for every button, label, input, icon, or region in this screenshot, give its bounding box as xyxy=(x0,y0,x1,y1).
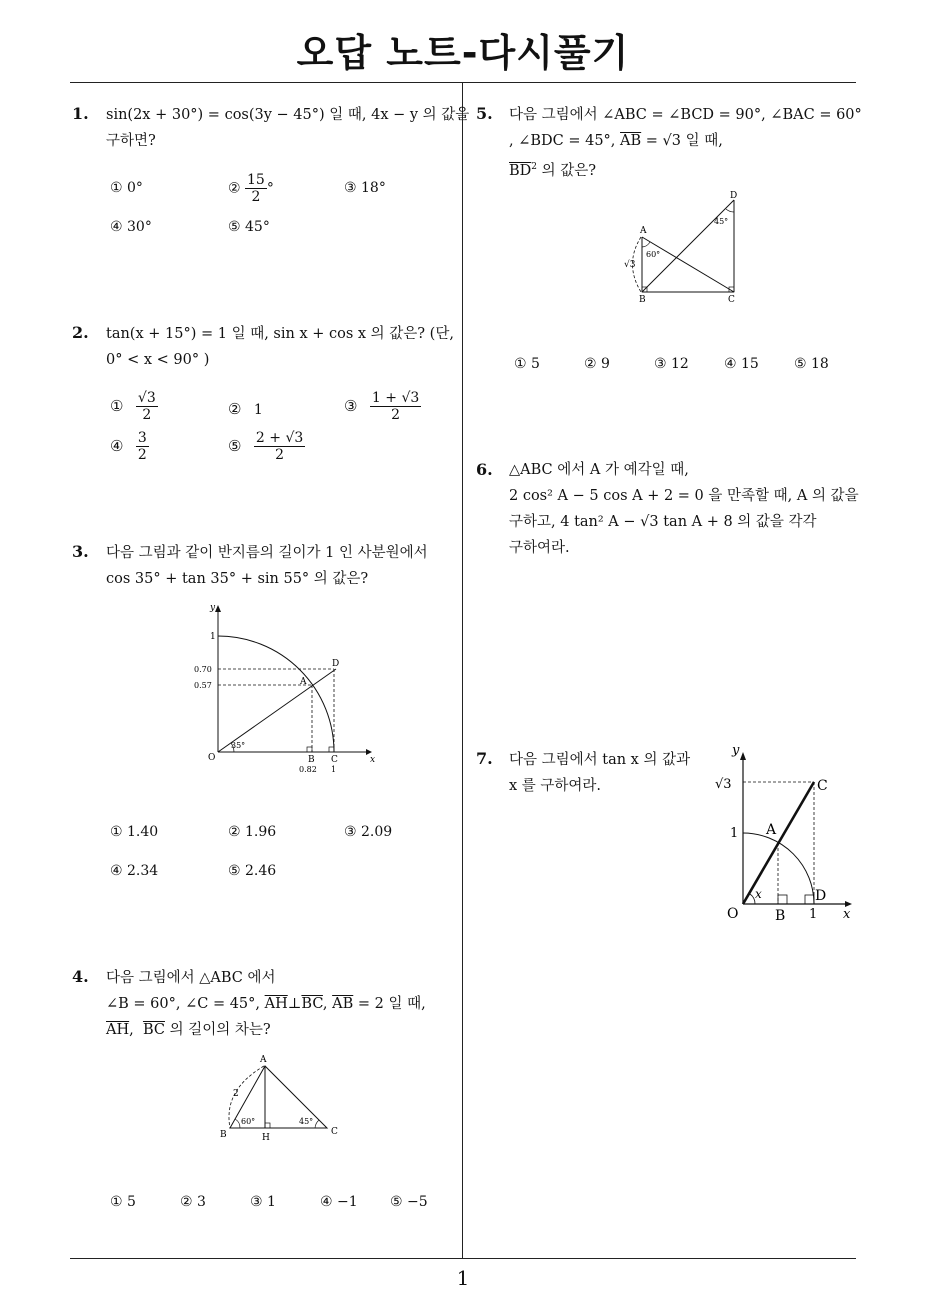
point-c-label: C xyxy=(817,778,828,794)
tick-1-y: 1 xyxy=(210,632,216,642)
question-3-line: cos 35° + tan 35° + sin 55° 의 값은? xyxy=(106,571,369,587)
fraction-denominator: 2 xyxy=(142,407,152,423)
point-d-label: D xyxy=(332,659,340,669)
column-divider xyxy=(462,82,463,1258)
text-run: ∠B = 60°, ∠C = 45°, xyxy=(106,996,265,1012)
option-label: ① xyxy=(110,396,124,415)
question-1-line: 구하면? xyxy=(106,133,156,149)
question-6-line: 구하여라. xyxy=(509,540,570,556)
x-axis-label: x xyxy=(843,907,851,922)
segment-ab: $\overline{AB}$ xyxy=(620,133,642,149)
fraction-denominator: 2 xyxy=(251,189,261,205)
point-d-label: D xyxy=(730,191,738,201)
y-axis-label: y xyxy=(210,603,216,613)
question-2-number: 2. xyxy=(72,323,89,342)
point-a-label: A xyxy=(640,226,647,236)
text-run: = √3 일 때, xyxy=(641,133,723,149)
point-d-label: D xyxy=(815,888,827,904)
question-6-number: 6. xyxy=(476,460,493,479)
q2-option-3-fraction xyxy=(370,390,421,423)
q5-option-2[interactable]: ② 9 xyxy=(584,356,610,372)
q3-option-3[interactable]: ③ 2.09 xyxy=(344,824,393,840)
x-axis-label: x xyxy=(370,755,376,765)
point-c-label: C xyxy=(728,295,735,305)
question-6-line: △ABC 에서 A 가 예각일 때, xyxy=(509,462,689,478)
degree-sign: ° xyxy=(266,180,274,197)
point-c-label: C xyxy=(331,755,338,765)
fraction-numerator: 15 xyxy=(247,172,265,188)
q5-option-3[interactable]: ③ 12 xyxy=(654,356,689,372)
top-rule xyxy=(70,82,856,83)
q2-option-4[interactable] xyxy=(110,430,149,463)
q2-option-3[interactable] xyxy=(344,390,421,423)
q7-figure xyxy=(705,740,855,930)
text-run: = 2 일 때, xyxy=(353,996,426,1012)
question-6-line: 구하고, 4 tan² A − √3 tan A + 8 의 값을 각각 xyxy=(509,514,817,530)
tick-1-x: 1 xyxy=(809,907,818,922)
text-run: 의 값은? xyxy=(537,162,597,179)
point-a-label: A xyxy=(300,677,307,687)
segment-bc: $\overline{BC}$ xyxy=(301,996,323,1012)
question-5-line: 다음 그림에서 ∠ABC = ∠BCD = 90°, ∠BAC = 60° xyxy=(509,107,862,123)
segment-bd: $\overline{BD}$ xyxy=(509,162,532,179)
tick-057: 0.57 xyxy=(194,681,212,690)
question-4-text xyxy=(106,965,426,1043)
tick-082: 0.82 xyxy=(299,765,317,774)
q4-option-2[interactable]: ② 3 xyxy=(180,1194,206,1210)
question-1-line: sin(2x + 30°) = cos(3y − 45°) 일 때, 4x − y 의 값을 xyxy=(106,107,470,123)
q2-option-5[interactable] xyxy=(228,430,305,463)
q4-figure xyxy=(215,1050,355,1145)
text-run: , xyxy=(322,996,333,1012)
tick-1-x: 1 xyxy=(331,765,337,774)
q3-option-2[interactable]: ② 1.96 xyxy=(228,824,277,840)
segment-ab: $\overline{AB}$ xyxy=(332,996,354,1012)
perp-symbol: ⊥ xyxy=(287,996,302,1012)
question-3-number: 3. xyxy=(72,542,89,561)
question-5-line xyxy=(509,154,862,184)
q1-option-2[interactable] xyxy=(228,172,274,205)
question-6-text xyxy=(509,457,859,561)
question-7-line: 다음 그림에서 tan x 의 값과 xyxy=(509,752,691,768)
q5-figure xyxy=(622,188,752,308)
fraction-denominator: 2 xyxy=(391,407,401,423)
q3-option-5[interactable]: ⑤ 2.46 xyxy=(228,863,277,879)
tick-1-y: 1 xyxy=(730,826,739,841)
point-c-label: C xyxy=(331,1127,338,1137)
q2-option-4-fraction xyxy=(136,430,149,463)
q1-option-3[interactable]: ③ 18° xyxy=(344,180,386,196)
angle-a-label: 60° xyxy=(646,250,661,259)
point-o-label: O xyxy=(727,906,739,922)
fraction-denominator: 2 xyxy=(137,447,147,463)
tick-r3-y: √3 xyxy=(715,777,732,792)
question-1-text xyxy=(106,102,469,154)
segment-ah: $\overline{AH}$ xyxy=(264,996,288,1012)
question-4-line: 다음 그림에서 △ABC 에서 xyxy=(106,970,276,986)
angle-c-label: 45° xyxy=(299,1117,314,1126)
bottom-rule xyxy=(70,1258,856,1259)
q3-option-1[interactable]: ① 1.40 xyxy=(110,824,159,840)
question-7-number: 7. xyxy=(476,749,493,768)
fraction-numerator: 1 + √3 xyxy=(371,390,420,406)
superscript: 2 xyxy=(531,162,538,172)
q4-option-3[interactable]: ③ 1 xyxy=(250,1194,276,1210)
angle-x-label: x xyxy=(755,887,762,901)
q2-option-1[interactable] xyxy=(110,390,158,423)
point-b-label: B xyxy=(308,755,315,765)
side-ab-label: 2 xyxy=(233,1089,239,1099)
question-5-text xyxy=(509,102,862,184)
segment-ah: $\overline{AH}$ xyxy=(106,1022,130,1038)
side-ab-label: √3 xyxy=(624,260,636,270)
point-a-label: A xyxy=(260,1055,267,1065)
fraction-numerator: √3 xyxy=(137,390,156,406)
question-2-text xyxy=(106,321,454,373)
page-title: 오답 노트-다시풀기 xyxy=(296,31,630,75)
angle-b-label: 60° xyxy=(241,1117,256,1126)
question-6-line: 2 cos² A − 5 cos A + 2 = 0 을 만족할 때, A 의 값을 xyxy=(509,488,859,504)
q3-option-4[interactable]: ④ 2.34 xyxy=(110,863,159,879)
q5-option-4[interactable]: ④ 15 xyxy=(724,356,759,372)
q4-option-1[interactable]: ① 5 xyxy=(110,1194,136,1210)
question-5-line xyxy=(509,128,862,154)
q1-option-5[interactable]: ⑤ 45° xyxy=(228,219,270,235)
q4-option-5[interactable]: ⑤ −5 xyxy=(390,1194,428,1210)
fraction-denominator: 2 xyxy=(275,447,285,463)
y-axis-label: y xyxy=(732,743,740,758)
point-h-label: H xyxy=(262,1133,270,1143)
tick-070: 0.70 xyxy=(194,665,212,674)
option-label: ④ xyxy=(110,436,124,455)
question-3-line: 다음 그림과 같이 반지름의 길이가 1 인 사분원에서 xyxy=(106,545,428,561)
point-a-label: A xyxy=(766,822,777,838)
point-b-label: B xyxy=(220,1130,227,1140)
text-run: , ∠BDC = 45°, xyxy=(509,133,621,149)
q1-option-2-fraction xyxy=(245,172,267,205)
question-2-line: tan(x + 15°) = 1 일 때, sin x + cos x 의 값은? (단, xyxy=(106,326,454,342)
question-4-line xyxy=(106,991,426,1017)
point-o-label: O xyxy=(208,753,216,763)
q1-option-1[interactable]: ① 0° xyxy=(110,180,143,196)
point-b-label: B xyxy=(639,295,646,305)
option-label: ③ xyxy=(344,396,358,415)
q2-option-1-fraction xyxy=(136,390,158,423)
angle-d-label: 45° xyxy=(714,217,729,226)
q3-figure xyxy=(190,600,380,780)
page-number: 1 xyxy=(456,1266,470,1290)
question-4-line: $\overline{AH}$, $\overline{BC}$ 의 길이의 차는? xyxy=(106,1022,271,1038)
question-4-number: 4. xyxy=(72,967,89,986)
option-label: ⑤ xyxy=(228,436,242,455)
q5-option-1[interactable]: ① 5 xyxy=(514,356,540,372)
q5-option-5[interactable]: ⑤ 18 xyxy=(794,356,829,372)
q1-option-4[interactable]: ④ 30° xyxy=(110,219,152,235)
q1-option-2-label: ② xyxy=(228,180,241,197)
fraction-numerator: 3 xyxy=(137,430,147,446)
question-2-line: 0° < x < 90° ) xyxy=(106,352,210,368)
point-b-label: B xyxy=(775,908,786,924)
q4-option-4[interactable]: ④ −1 xyxy=(320,1194,358,1210)
text-run: 의 길이의 차는? xyxy=(164,1022,271,1038)
question-7-text xyxy=(509,747,690,799)
q2-option-5-fraction xyxy=(254,430,305,463)
question-7-line: x 를 구하여라. xyxy=(509,778,602,794)
question-1-number: 1. xyxy=(72,104,89,123)
angle-label: 35° xyxy=(231,741,246,750)
fraction-numerator: 2 + √3 xyxy=(255,430,304,446)
q2-option-2[interactable] xyxy=(228,400,263,418)
segment-bc: $\overline{BC}$ xyxy=(142,1022,165,1038)
option-label: ② xyxy=(228,400,242,418)
question-5-number: 5. xyxy=(476,104,493,123)
question-3-text xyxy=(106,540,428,592)
option-value: 1 xyxy=(253,402,263,418)
